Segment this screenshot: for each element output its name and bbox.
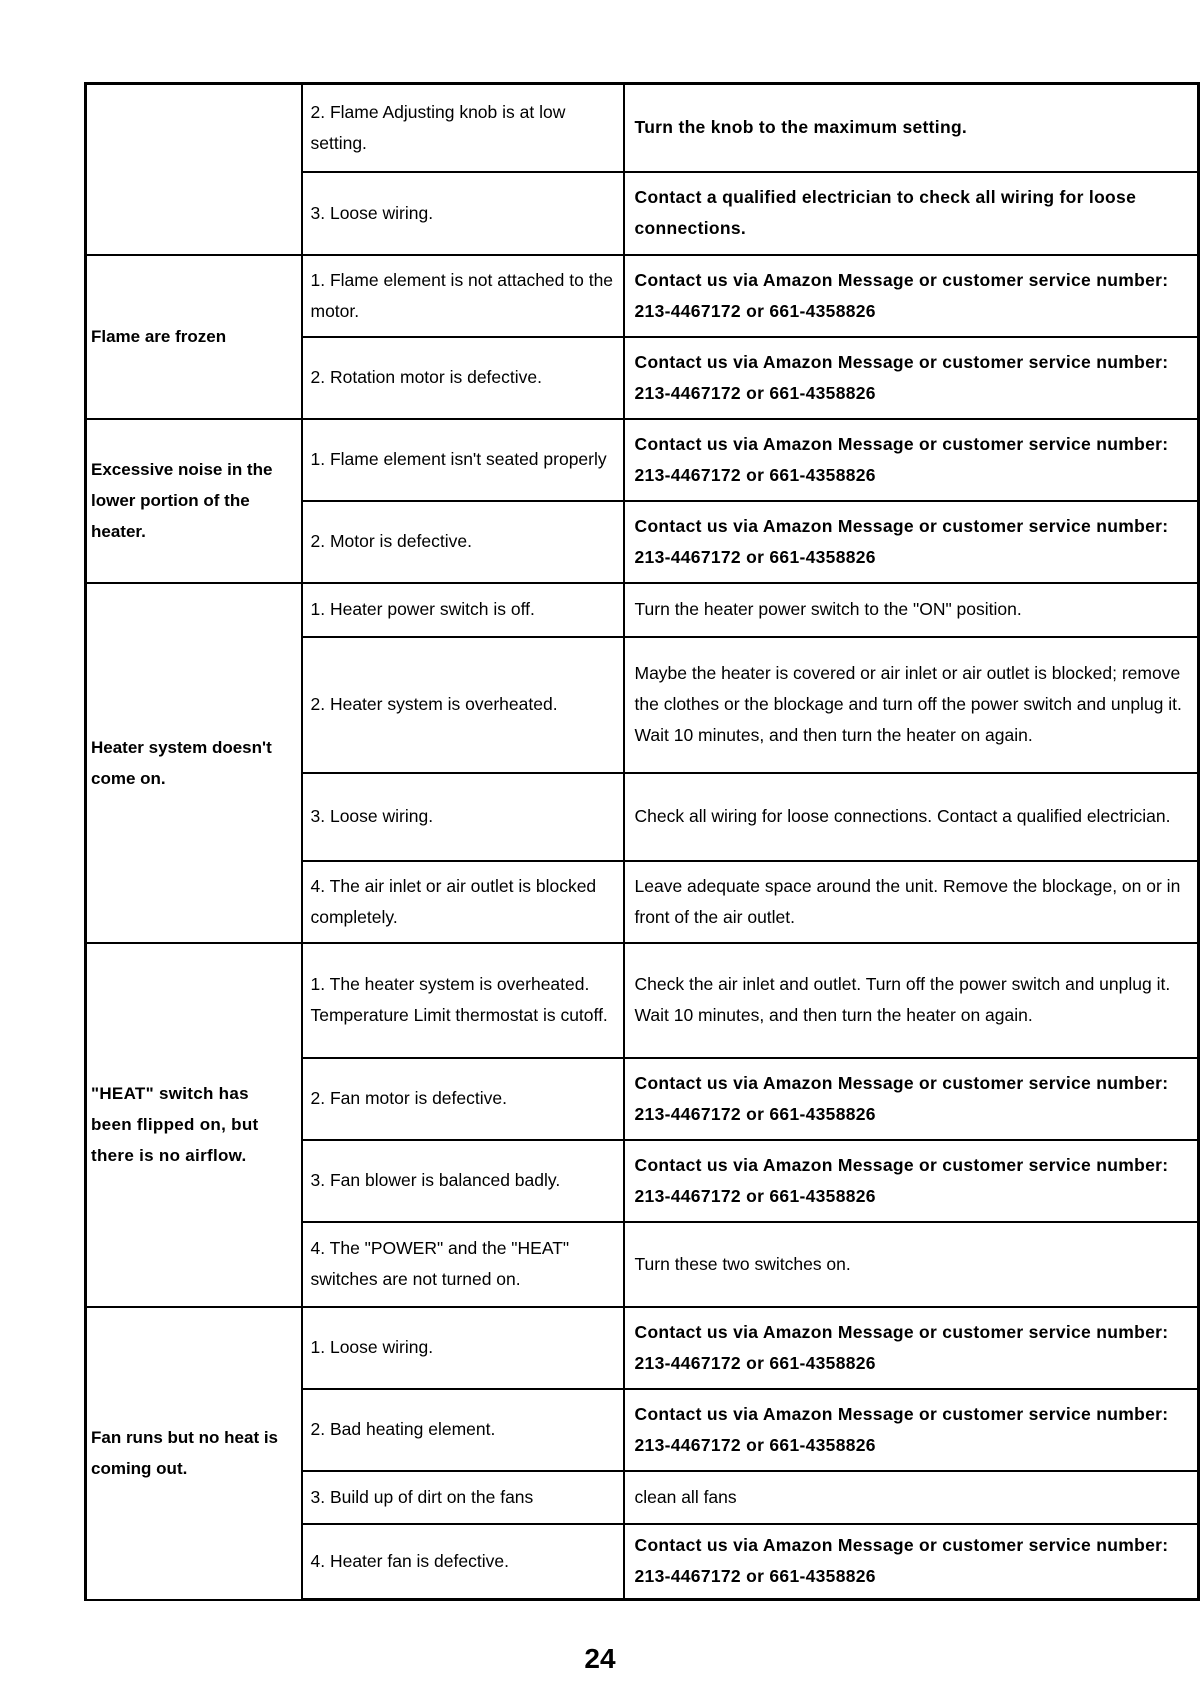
- cause-cell: 2. Heater system is overheated.: [302, 637, 624, 773]
- remedy-cell: Contact us via Amazon Message or customer service number: 213-4467172 or 661-4358826: [624, 1140, 1199, 1222]
- cause-cell: 1. Heater power switch is off.: [302, 583, 624, 637]
- remedy-cell: Contact us via Amazon Message or customer service number: 213-4467172 or 661-4358826: [624, 1389, 1199, 1471]
- cause-cell: 1. Flame element is not attached to the motor.: [302, 255, 624, 337]
- remedy-cell: Contact us via Amazon Message or customer service number: 213-4467172 or 661-4358826: [624, 1307, 1199, 1389]
- cause-cell: 2. Motor is defective.: [302, 501, 624, 583]
- problem-cell: Heater system doesn't come on.: [86, 583, 302, 943]
- cause-cell: 2. Flame Adjusting knob is at low setting.: [302, 84, 624, 172]
- table-row: [86, 1307, 1199, 1389]
- remedy-cell: Turn the knob to the maximum setting.: [624, 84, 1199, 172]
- remedy-cell: Contact us via Amazon Message or customer service number: 213-4467172 or 661-4358826: [624, 1524, 1199, 1600]
- remedy-cell: Check the air inlet and outlet. Turn off the power switch and unplug it. Wait 10 minutes, and then turn the heater on again.: [624, 943, 1199, 1058]
- troubleshooting-table: [84, 82, 1200, 1601]
- remedy-cell: Contact us via Amazon Message or customer service number: 213-4467172 or 661-4358826: [624, 419, 1199, 501]
- problem-cell: [86, 84, 302, 255]
- cause-cell: 1. Flame element isn't seated properly: [302, 419, 624, 501]
- problem-cell: Excessive noise in the lower portion of the heater.: [86, 419, 302, 583]
- table-row: [86, 583, 1199, 637]
- table-row: [86, 943, 1199, 1058]
- table-row: [86, 419, 1199, 501]
- remedy-cell: Contact a qualified electrician to check all wiring for loose connections.: [624, 172, 1199, 255]
- problem-cell: Flame are frozen: [86, 255, 302, 419]
- cause-cell: 1. Loose wiring.: [302, 1307, 624, 1389]
- cause-cell: 3. Build up of dirt on the fans: [302, 1471, 624, 1524]
- remedy-cell: Turn these two switches on.: [624, 1222, 1199, 1307]
- cause-cell: 3. Loose wiring.: [302, 172, 624, 255]
- table-row: [86, 255, 1199, 337]
- cause-cell: 2. Bad heating element.: [302, 1389, 624, 1471]
- cause-cell: 4. Heater fan is defective.: [302, 1524, 624, 1600]
- cause-cell: 4. The air inlet or air outlet is blocked completely.: [302, 861, 624, 943]
- cause-cell: 2. Fan motor is defective.: [302, 1058, 624, 1140]
- cause-cell: 2. Rotation motor is defective.: [302, 337, 624, 419]
- remedy-cell: Contact us via Amazon Message or customer service number: 213-4467172 or 661-4358826: [624, 337, 1199, 419]
- remedy-cell: Contact us via Amazon Message or customer service number: 213-4467172 or 661-4358826: [624, 1058, 1199, 1140]
- problem-cell: Fan runs but no heat is coming out.: [86, 1307, 302, 1600]
- problem-cell: "HEAT" switch has been flipped on, but there is no airflow.: [86, 943, 302, 1307]
- cause-cell: 3. Loose wiring.: [302, 773, 624, 861]
- remedy-cell: clean all fans: [624, 1471, 1199, 1524]
- table-row: [86, 84, 1199, 172]
- remedy-cell: Check all wiring for loose connections. Contact a qualified electrician.: [624, 773, 1199, 861]
- page-number: 24: [584, 1643, 616, 1674]
- remedy-cell: Turn the heater power switch to the "ON" position.: [624, 583, 1199, 637]
- remedy-cell: Maybe the heater is covered or air inlet or air outlet is blocked; remove the clothes or the blockage and turn off the power switch and unplug it. Wait 10 minutes, and then turn the heater on again.: [624, 637, 1199, 773]
- remedy-cell: Contact us via Amazon Message or customer service number: 213-4467172 or 661-4358826: [624, 255, 1199, 337]
- cause-cell: 3. Fan blower is balanced badly.: [302, 1140, 624, 1222]
- cause-cell: 4. The "POWER" and the "HEAT" switches are not turned on.: [302, 1222, 624, 1307]
- remedy-cell: Leave adequate space around the unit. Remove the blockage, on or in front of the air outlet.: [624, 861, 1199, 943]
- remedy-cell: Contact us via Amazon Message or customer service number: 213-4467172 or 661-4358826: [624, 501, 1199, 583]
- cause-cell: 1. The heater system is overheated. Temperature Limit thermostat is cutoff.: [302, 943, 624, 1058]
